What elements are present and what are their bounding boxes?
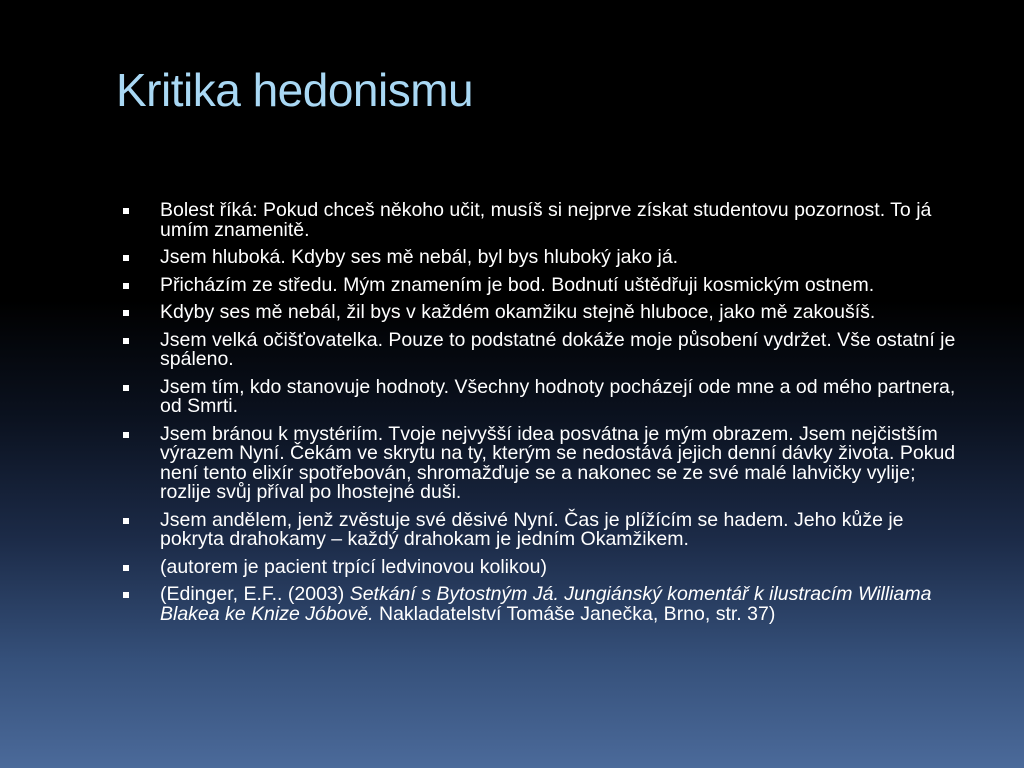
bullet-text: Jsem hluboká. Kdyby ses mě nebál, byl bys hluboký jako já. [160,246,679,268]
citation-book-title: Setkání s Bytostným Já. Jungiánský komentář k ilustracím Williama Blakea ke Knize Jóbově. [160,583,932,625]
square-bullet-icon [123,432,129,438]
slide-title: Kritika hedonismu [116,64,474,116]
bullet-item [120,555,970,578]
bullet-list [120,201,970,632]
bullet-item [120,375,970,417]
bullet-text: Jsem bránou k mystériím. Tvoje nejvyšší idea posvátna je mým obrazem. Jsem nejčistším výrazem Nyní. Čekám ve skrytu na ty, kterým se nedostává jejich denní dávky života. Pokud není tento elixír spotřebován, shromažďuje se a nakonec se ze své malé lahvičky vylije; rozlije svůj příval po lhostejné duši. [160,422,956,503]
bullet-text: Jsem tím, kdo stanovuje hodnoty. Všechny hodnoty pocházejí ode mne a od mého partnera, od Smrti. [160,375,956,417]
bullet-item [120,422,970,503]
bullet-text: Jsem andělem, jenž zvěstuje své děsivé Nyní. Čas je plížícím se hadem. Jeho kůže je pokryta drahokamy – každý drahokam je jedním Okamžikem. [160,508,904,550]
bullet-item [120,248,970,268]
square-bullet-icon [123,283,129,289]
bullet-item [120,328,970,370]
bullet-item [120,273,970,296]
bullet-item [120,508,970,550]
square-bullet-icon [123,518,129,524]
bullet-text: (autorem je pacient trpící ledvinovou kolikou) [160,555,547,578]
citation-suffix: Nakladatelství Tomáše Janečka, Brno, str. 37) [373,602,776,625]
citation-prefix: (Edinger, E.F.. (2003) [160,583,350,605]
square-bullet-icon [123,310,129,316]
bullet-text: Kdyby ses mě nebál, žil bys v každém okamžiku stejně hluboce, jako mě zakoušíš. [160,301,876,323]
square-bullet-icon [123,338,129,344]
square-bullet-icon [123,565,129,571]
bullet-item [120,303,970,323]
square-bullet-icon [123,385,129,391]
citation-item [120,585,970,624]
square-bullet-icon [123,208,129,214]
square-bullet-icon [123,592,129,598]
bullet-item [120,201,970,240]
square-bullet-icon [123,255,129,261]
bullet-text: Přicházím ze středu. Mým znamením je bod. Bodnutí uštědřuji kosmickým ostnem. [160,273,875,296]
bullet-text: Jsem velká očišťovatelka. Pouze to podstatné dokáže moje působení vydržet. Vše ostatní je spáleno. [160,328,956,370]
bullet-text: Bolest říká: Pokud chceš někoho učit, musíš si nejprve získat studentovu pozornost. To já umím znamenitě. [160,199,932,241]
